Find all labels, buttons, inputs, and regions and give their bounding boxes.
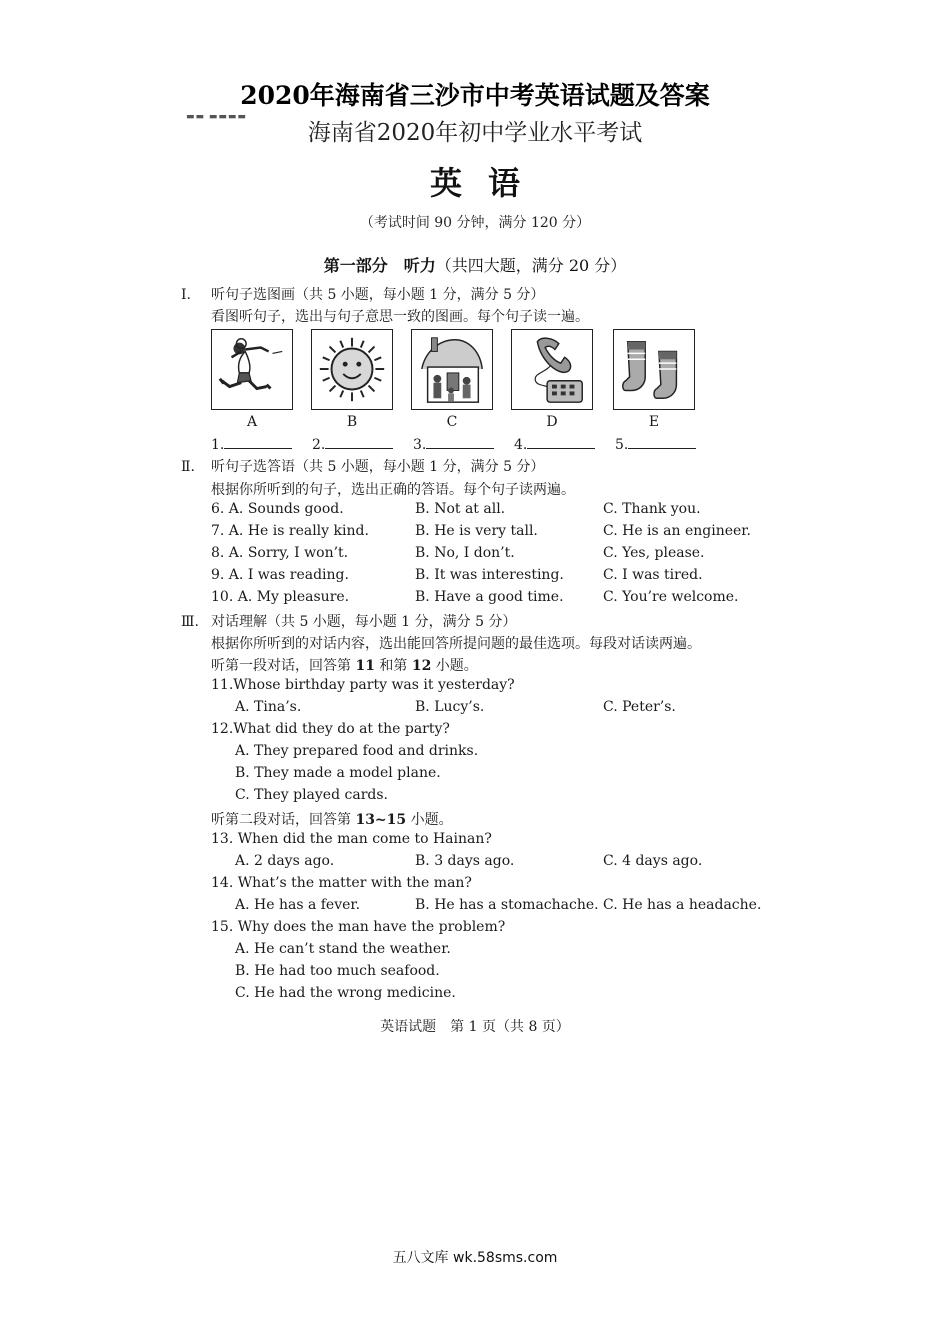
q6-option-b: B. Not at all. [415,501,506,517]
part-one-label: 第一部分 听力 [323,256,436,275]
faint-stamp: ▬▬ ▬▬▬▬ [186,112,247,122]
part-one-note: （共四大题，满分 20 分） [435,256,627,275]
picture-label-b: B [346,414,358,430]
section1-num: Ⅰ. [181,287,191,303]
exam-info: （考试时间 90 分钟，满分 120 分） [359,215,591,231]
picture-label-d: D [546,414,558,430]
q7-option-b: B. He is very tall. [415,523,538,539]
socks-icon [614,330,694,409]
answer-blank-2[interactable]: 2. [312,436,393,453]
picture-d [511,329,593,410]
q9-option-b: B. It was interesting. [415,567,564,583]
section2-heading [181,456,544,476]
q10-option-a: 10. A. My pleasure. [211,589,350,605]
answer-blank-4[interactable]: 4. [514,436,595,453]
picture-label-a: A [246,414,258,430]
q8-option-b: B. No, I don’t. [415,545,515,561]
q7-option-a: 7. A. He is really kind. [211,523,369,539]
basketball-player-icon [212,330,292,409]
subject-title: 英语 [429,164,546,202]
section1-instruction: 看图听句子，选出与句子意思一致的图画。每个句子读一遍。 [211,309,589,325]
q14-option-a: A. He has a fever. [235,897,361,913]
section3-num: Ⅲ. [181,614,199,630]
section2-num: Ⅱ. [181,459,195,475]
picture-b [311,329,393,410]
q6-option-c: C. Thank you. [603,501,701,517]
section2-note: （共 5 小题，每小题 1 分，满分 5 分） [295,459,545,475]
q7-option-c: C. He is an engineer. [603,523,751,539]
q9-option-c: C. I was tired. [603,567,703,583]
picture-c [411,329,493,410]
family-house-icon [412,330,492,409]
q9-option-a: 9. A. I was reading. [211,567,349,583]
picture-label-e: E [648,414,660,430]
section1-heading [181,284,544,304]
q11-option-b: B. Lucy’s. [415,699,485,715]
q11-option-a: A. Tina’s. [235,699,302,715]
q15-option-c: C. He had the wrong medicine. [235,985,456,1001]
telephone-icon [512,330,592,409]
exam-name: 海南省2020年初中学业水平考试 [307,120,643,146]
section3-title: 对话理解 [211,614,267,630]
smiling-sun-icon [312,330,392,409]
answer-blank-5[interactable]: 5. [615,436,696,453]
section3-heading [181,611,516,631]
part-one-title [0,253,950,276]
dialog1-heading: 听第一段对话，回答第 11 和第 12 小题。 [211,658,478,674]
q15-stem: 15. Why does the man have the problem? [211,919,506,935]
q15-option-b: B. He had too much seafood. [235,963,440,979]
q12-option-c: C. They played cards. [235,787,388,803]
dialog2-heading: 听第二段对话，回答第 13~15 小题。 [211,812,453,828]
document-title: 2020年海南省三沙市中考英语试题及答案 [240,81,710,110]
q6-option-a: 6. A. Sounds good. [211,501,344,517]
picture-a [211,329,293,410]
q13-option-a: A. 2 days ago. [235,853,335,869]
q12-option-b: B. They made a model plane. [235,765,441,781]
section1-title: 听句子选图画 [211,287,295,303]
answer-blank-1[interactable]: 1. [211,436,292,453]
answer-blank-3[interactable]: 3. [413,436,494,453]
q8-option-a: 8. A. Sorry, I won’t. [211,545,349,561]
picture-label-c: C [446,414,458,430]
q13-option-c: C. 4 days ago. [603,853,703,869]
q12-option-a: A. They prepared food and drinks. [235,743,479,759]
q15-option-a: A. He can’t stand the weather. [235,941,451,957]
section1-note: （共 5 小题，每小题 1 分，满分 5 分） [295,287,545,303]
q10-option-b: B. Have a good time. [415,589,564,605]
q14-stem: 14. What’s the matter with the man? [211,875,472,891]
section2-instruction: 根据你所听到的句子，选出正确的答语。每个句子读两遍。 [211,482,575,498]
q14-option-b: B. He has a stomachache. [415,897,599,913]
q13-stem: 13. When did the man come to Hainan? [211,831,492,847]
page-footer: 英语试题 第 1 页（共 8 页） [380,1019,570,1035]
q8-option-c: C. Yes, please. [603,545,705,561]
q11-option-c: C. Peter’s. [603,699,676,715]
section3-note: （共 5 小题，每小题 1 分，满分 5 分） [267,614,517,630]
q10-option-c: C. You’re welcome. [603,589,739,605]
picture-e [613,329,695,410]
section3-instruction: 根据你所听到的对话内容，选出能回答所提问题的最佳选项。每段对话读两遍。 [211,636,701,652]
site-watermark: 五八文库 wk.58sms.com [392,1250,558,1266]
q11-stem: 11.Whose birthday party was it yesterday? [211,677,515,693]
q12-stem: 12.What did they do at the party? [211,721,450,737]
section2-title: 听句子选答语 [211,459,295,475]
q13-option-b: B. 3 days ago. [415,853,515,869]
q14-option-c: C. He has a headache. [603,897,762,913]
